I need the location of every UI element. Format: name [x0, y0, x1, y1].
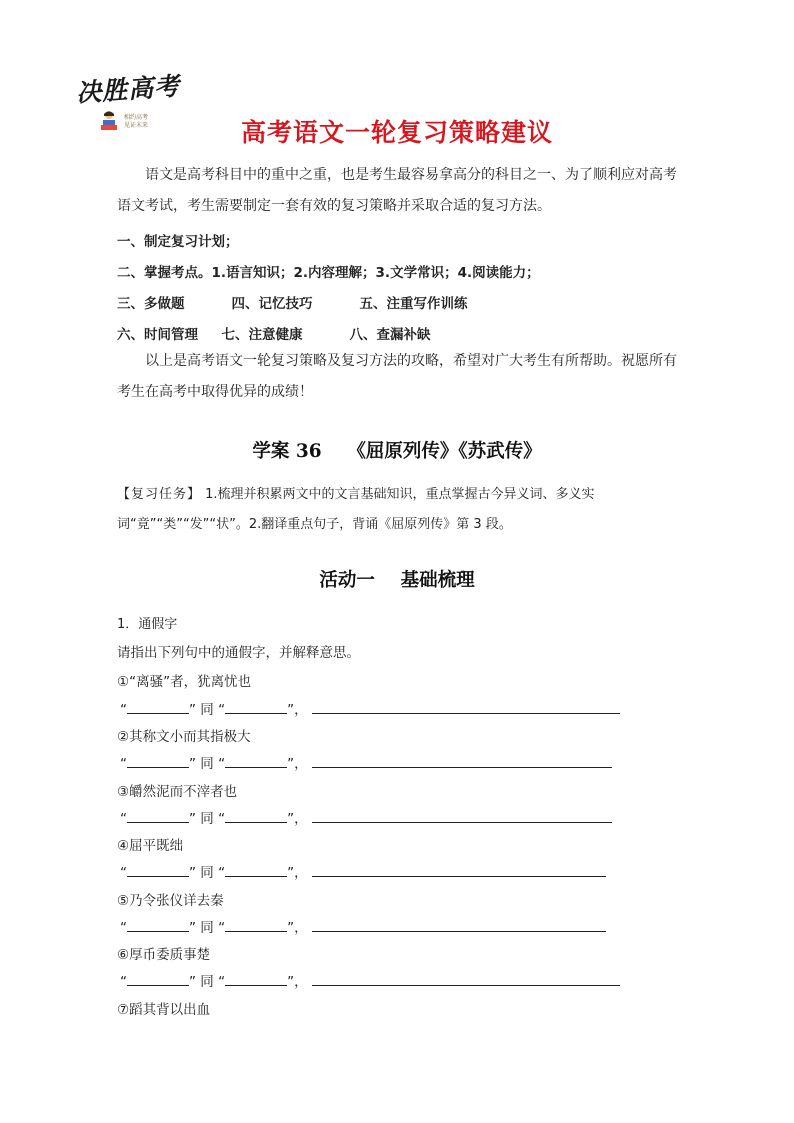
- answer-blank[interactable]: [127, 917, 189, 932]
- section-instruction: 请指出下列句中的通假字，并解释意思。: [117, 645, 360, 661]
- page-title: 高考语文一轮复习策略建议: [240, 118, 553, 147]
- answer-row: “ ” 同 “ ”，: [120, 752, 612, 772]
- answer-blank[interactable]: [225, 862, 287, 877]
- task-tag: 【复习任务】: [117, 487, 202, 502]
- answer-row: “ ” 同 “ ”，: [120, 861, 606, 881]
- question-item: ②其称文小而其指极大: [117, 729, 251, 745]
- strategy-line-3: 三、多做题 四、记忆技巧 五、注重写作训练: [117, 296, 468, 312]
- task-text: 1.梳理并积累两文中的文言基础知识，重点掌握古今异义词、多义实词“竟”“类”“发”“状”。2.翻译重点句子，背诵《屈原列传》第 3 段。: [117, 487, 595, 532]
- meaning-blank[interactable]: [312, 862, 606, 877]
- intro-paragraph: 语文是高考科目中的重中之重，也是考生最容易拿高分的科目之一、为了顺利应对高考语文考试，考生需要制定一套有效的复习策略并采取合适的复习方法。: [117, 167, 677, 214]
- lesson-title: 学案 36 《屈原列传》《苏武传》: [252, 441, 542, 462]
- question-item: ⑦蹈其背以出血: [117, 1002, 211, 1018]
- answer-row: “ ” 同 “ ”，: [120, 970, 620, 990]
- meaning-blank[interactable]: [312, 917, 606, 932]
- logo-text: 决胜高考: [75, 71, 182, 108]
- answer-blank[interactable]: [127, 808, 189, 823]
- answer-row: “ ” 同 “ ”，: [120, 807, 612, 827]
- answer-row: “ ” 同 “ ”，: [120, 698, 620, 718]
- answer-blank[interactable]: [225, 699, 287, 714]
- question-item: ①“离骚”者，犹离忧也: [117, 674, 252, 690]
- answer-row: “ ” 同 “ ”，: [120, 916, 606, 936]
- answer-blank[interactable]: [127, 753, 189, 768]
- answer-blank[interactable]: [127, 971, 189, 986]
- question-item: ③皭然泥而不滓者也: [117, 784, 238, 800]
- review-task: [117, 480, 697, 540]
- closing-paragraph: 以上是高考语文一轮复习策略及复习方法的攻略，希望对广大考生有所帮助。祝愿所有考生在高考中取得优异的成绩！: [117, 353, 677, 400]
- logo-subtext: 相约高考 见证未来: [124, 114, 149, 129]
- meaning-blank[interactable]: [312, 699, 620, 714]
- strategy-line-1: 一、制定复习计划；: [117, 234, 239, 250]
- answer-blank[interactable]: [127, 699, 189, 714]
- meaning-blank[interactable]: [312, 808, 612, 823]
- answer-blank[interactable]: [225, 753, 287, 768]
- section-heading: 1．通假字: [117, 617, 178, 632]
- strategy-line-4: 六、时间管理 七、注意健康 八、查漏补缺: [117, 327, 431, 343]
- answer-blank[interactable]: [225, 917, 287, 932]
- answer-blank[interactable]: [127, 862, 189, 877]
- answer-blank[interactable]: [225, 971, 287, 986]
- question-item: ⑥厚币委质事楚: [117, 947, 211, 963]
- meaning-blank[interactable]: [312, 971, 620, 986]
- question-item: ⑤乃令张仪详去秦: [117, 893, 224, 909]
- question-item: ④屈平既绌: [117, 838, 184, 854]
- meaning-blank[interactable]: [312, 753, 612, 768]
- answer-blank[interactable]: [225, 808, 287, 823]
- strategy-line-2: 二、掌握考点。1.语言知识；2.内容理解；3.文学常识；4.阅读能力；: [117, 265, 540, 281]
- activity-title: 活动一 基础梳理: [319, 570, 475, 591]
